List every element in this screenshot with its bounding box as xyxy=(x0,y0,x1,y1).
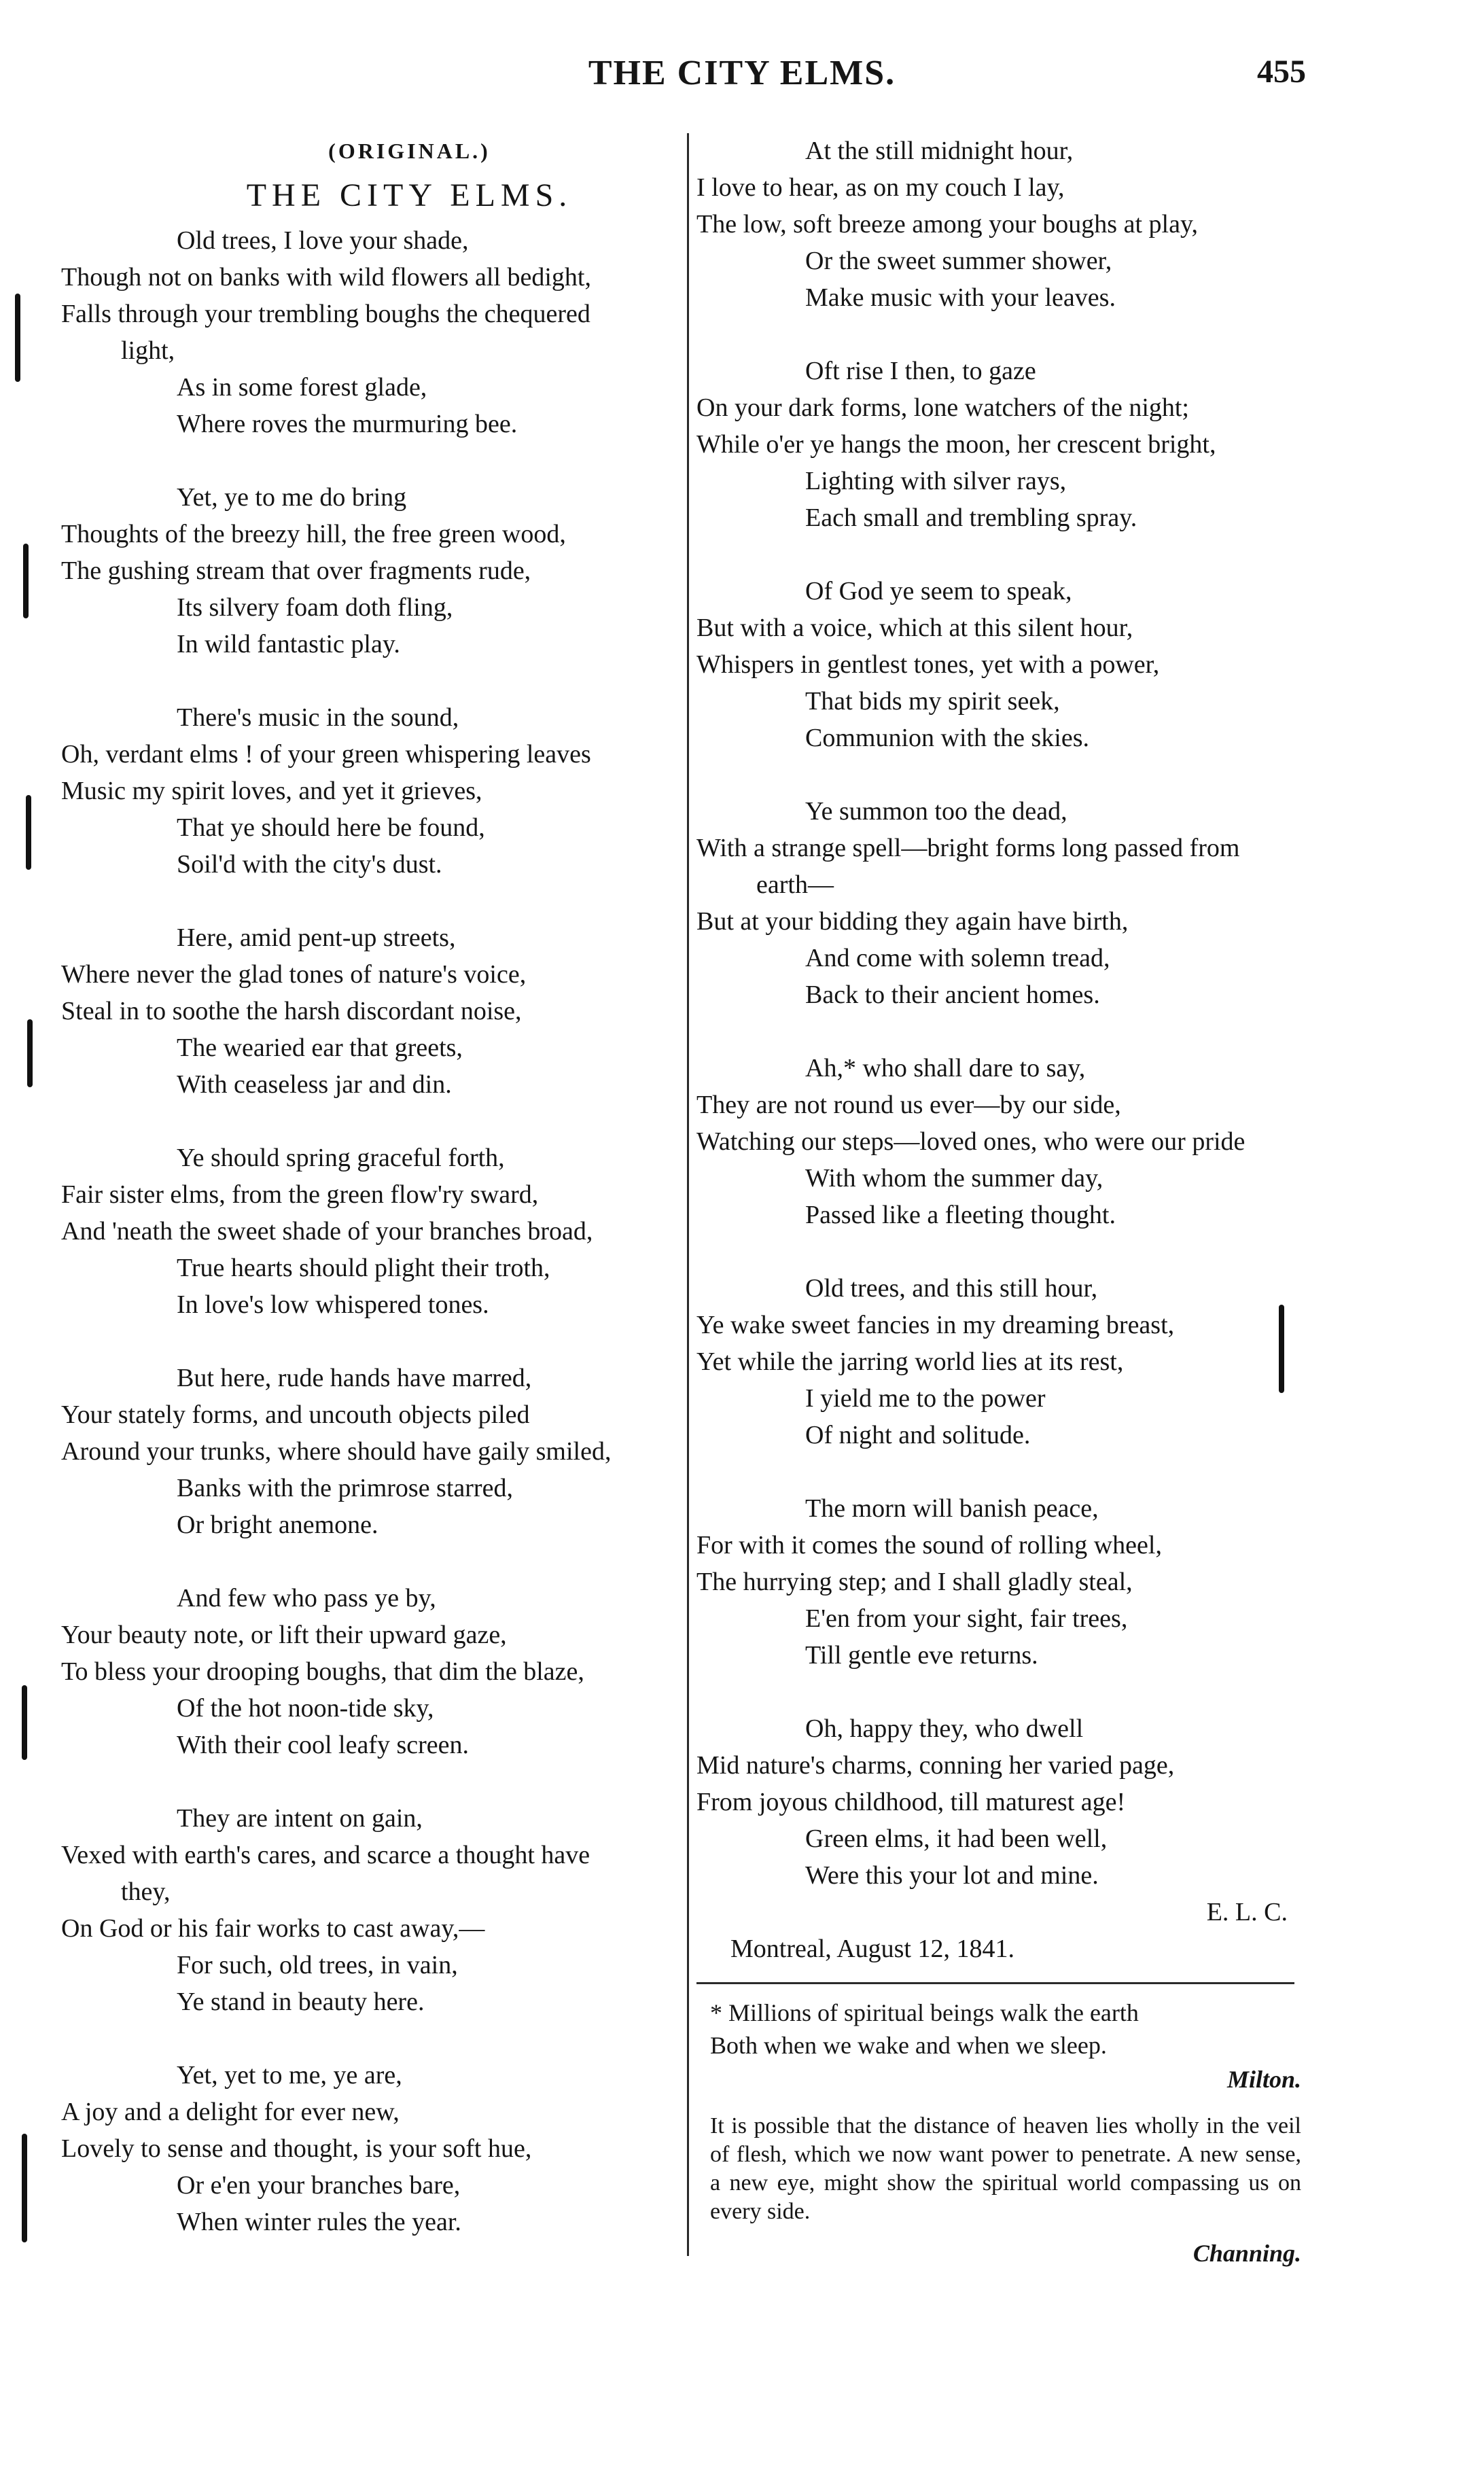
poem-line: On your dark forms, lone watchers of the night; xyxy=(696,393,1189,422)
poem-line: Green elms, it had been well, xyxy=(805,1824,1108,1853)
poem-title: THE CITY ELMS. xyxy=(246,177,573,213)
poem-line: Till gentle eve returns. xyxy=(805,1641,1038,1670)
poem-line: For such, old trees, in vain, xyxy=(177,1951,458,1979)
poem-line: I yield me to the power xyxy=(805,1384,1046,1413)
poem-line: Oft rise I then, to gaze xyxy=(805,357,1036,385)
poem-line: In love's low whispered tones. xyxy=(177,1290,489,1319)
stanza-break xyxy=(696,1013,1315,1050)
poem-line: Ye stand in beauty here. xyxy=(177,1988,425,2016)
poem-line: Or e'en your branches bare, xyxy=(177,2171,461,2200)
right-column xyxy=(696,133,1315,2274)
stanza-break xyxy=(696,536,1315,573)
poem-line: With whom the summer day, xyxy=(805,1164,1103,1193)
poem-line: Where never the glad tones of nature's voice, xyxy=(61,960,527,989)
poem-line: Banks with the primrose starred, xyxy=(177,1474,513,1502)
poem-line: Soil'd with the city's dust. xyxy=(177,850,442,879)
stanza-break xyxy=(61,1103,676,1140)
running-head: THE CITY ELMS. xyxy=(588,54,896,92)
poem-line: But with a voice, which at this silent hour, xyxy=(696,614,1133,642)
column-divider xyxy=(687,133,689,2256)
poem-line: Yet while the jarring world lies at its rest, xyxy=(696,1347,1124,1376)
poem-line: Its silvery foam doth fling, xyxy=(177,593,453,622)
poem-line: Watching our steps—loved ones, who were our pride xyxy=(696,1127,1246,1156)
stanza-break xyxy=(696,1453,1315,1490)
poem-line: Mid nature's charms, conning her varied page, xyxy=(696,1751,1175,1780)
poem-line: Yet, ye to me do bring xyxy=(177,483,407,512)
poem-line: Old trees, and this still hour, xyxy=(805,1274,1098,1303)
poem-line: The low, soft breeze among your boughs at play, xyxy=(696,210,1198,239)
margin-mark xyxy=(22,2134,27,2242)
poem-line: A joy and a delight for ever new, xyxy=(61,2098,400,2126)
poem-line: Lovely to sense and thought, is your soft hue, xyxy=(61,2134,532,2163)
poem-line: The wearied ear that greets, xyxy=(177,1034,463,1062)
poem-line: The hurrying step; and I shall gladly steal, xyxy=(696,1568,1133,1596)
poem-line: Here, amid pent-up streets, xyxy=(177,923,456,952)
poem-line: Old trees, I love your shade, xyxy=(177,226,469,255)
poem-line: That bids my spirit seek, xyxy=(805,687,1060,716)
footnote-line: Both when we wake and when we sleep. xyxy=(710,2032,1107,2059)
poem-line: As in some forest glade, xyxy=(177,373,427,402)
poem-line: Fair sister elms, from the green flow'ry sward, xyxy=(61,1180,539,1209)
stanza-break xyxy=(61,1543,676,1580)
poem-line: When winter rules the year. xyxy=(177,2208,461,2236)
poem-line: I love to hear, as on my couch I lay, xyxy=(696,173,1065,202)
margin-mark xyxy=(26,795,31,870)
poem-line: At the still midnight hour, xyxy=(805,137,1074,165)
poem-line: And few who pass ye by, xyxy=(177,1584,436,1612)
poem-line: Back to their ancient homes. xyxy=(805,981,1100,1009)
stanza-break xyxy=(61,2020,676,2057)
poem-line: And come with solemn tread, xyxy=(805,944,1110,972)
footnote-line: * Millions of spiritual beings walk the earth xyxy=(710,1999,1139,2026)
poem-line: There's music in the sound, xyxy=(177,703,459,732)
stanza-break xyxy=(696,316,1315,353)
stanza-break xyxy=(696,1233,1315,1270)
poem-line: From joyous childhood, till maturest age! xyxy=(696,1788,1126,1816)
poem-line: they, xyxy=(121,1878,171,1906)
margin-mark xyxy=(23,544,29,618)
footnote-attribution: Milton. xyxy=(1226,2066,1301,2093)
poem-line: With their cool leafy screen. xyxy=(177,1731,470,1759)
poem-line: Though not on banks with wild flowers all bedight, xyxy=(61,263,591,292)
poem-line: Whispers in gentlest tones, yet with a power, xyxy=(696,650,1160,679)
poem-line: Yet, yet to me, ye are, xyxy=(177,2061,402,2090)
poem-line: Your stately forms, and uncouth objects piled xyxy=(61,1400,530,1429)
poem-line: Ye wake sweet fancies in my dreaming breast, xyxy=(696,1311,1175,1339)
poem-line: Oh, happy they, who dwell xyxy=(805,1714,1084,1743)
original-tag: (ORIGINAL.) xyxy=(328,139,491,163)
poem-line: To bless your drooping boughs, that dim the blaze, xyxy=(61,1657,584,1686)
poem-line: That ye should here be found, xyxy=(177,813,485,842)
poem-line: The morn will banish peace, xyxy=(805,1494,1099,1523)
stanza-break xyxy=(61,1763,676,1800)
left-column xyxy=(61,133,676,2240)
stanza-break xyxy=(61,1323,676,1360)
poem-line: earth— xyxy=(756,870,834,899)
poem-line: E'en from your sight, fair trees, xyxy=(805,1604,1128,1633)
poem-line: They are not round us ever—by our side, xyxy=(696,1091,1121,1119)
footnote-rule xyxy=(696,1982,1294,1984)
poem-line: Were this your lot and mine. xyxy=(805,1861,1099,1890)
poem-line: Of the hot noon-tide sky, xyxy=(177,1694,434,1723)
signature-place-date: Montreal, August 12, 1841. xyxy=(730,1935,1014,1963)
poem-line: Passed like a fleeting thought. xyxy=(805,1201,1116,1229)
margin-mark xyxy=(15,294,20,382)
stanza-break xyxy=(61,442,676,479)
stanza-break xyxy=(61,663,676,699)
poem-line: In wild fantastic play. xyxy=(177,630,400,658)
poem-line: Or the sweet summer shower, xyxy=(805,247,1112,275)
poem-line: With a strange spell—bright forms long passed from xyxy=(696,834,1240,862)
poem-line: True hearts should plight their troth, xyxy=(177,1254,550,1282)
poem-line: Ye should spring graceful forth, xyxy=(177,1144,505,1172)
margin-mark xyxy=(27,1019,33,1087)
footnote xyxy=(696,1996,1315,2062)
poem-line: They are intent on gain, xyxy=(177,1804,423,1833)
page-number: 455 xyxy=(1257,54,1306,90)
right-stanzas xyxy=(696,133,1315,1894)
poem-line: The gushing stream that over fragments rude, xyxy=(61,557,531,585)
poem-line: Oh, verdant elms ! of your green whispering leaves xyxy=(61,740,591,769)
margin-mark xyxy=(22,1685,27,1760)
left-stanzas xyxy=(61,222,676,2240)
poem-line: But here, rude hands have marred, xyxy=(177,1364,532,1392)
prose-quote: It is possible that the distance of heaven lies wholly in the veil of flesh, which we now want power to penetrate. A new sense, a new eye, might show the spiritual world compassing us on every side. xyxy=(710,2113,1301,2224)
stanza-break xyxy=(696,756,1315,793)
prose-attribution: Channing. xyxy=(1192,2240,1301,2267)
poem-line: Each small and trembling spray. xyxy=(805,504,1137,532)
poem-line: Around your trunks, where should have gaily smiled, xyxy=(61,1437,612,1466)
margin-mark xyxy=(1279,1305,1284,1393)
poem-line: For with it comes the sound of rolling wheel, xyxy=(696,1531,1162,1559)
poem-line: But at your bidding they again have birth, xyxy=(696,907,1129,936)
poem-line: Or bright anemone. xyxy=(177,1511,378,1539)
poem-line: While o'er ye hangs the moon, her crescent bright, xyxy=(696,430,1216,459)
poem-line: Falls through your trembling boughs the chequered xyxy=(61,300,590,328)
poem-line: light, xyxy=(121,336,175,365)
poem-line: Vexed with earth's cares, and scarce a thought have xyxy=(61,1841,590,1869)
stanza-break xyxy=(61,883,676,919)
poem-line: And 'neath the sweet shade of your branches broad, xyxy=(61,1217,593,1246)
signature-initials: E. L. C. xyxy=(1206,1898,1288,1926)
poem-line: On God or his fair works to cast away,— xyxy=(61,1914,485,1943)
stanza-break xyxy=(696,1674,1315,1710)
poem-line: Communion with the skies. xyxy=(805,724,1089,752)
poem-line: Steal in to soothe the harsh discordant noise, xyxy=(61,997,522,1025)
poem-line: Thoughts of the breezy hill, the free green wood, xyxy=(61,520,566,548)
poem-line: Your beauty note, or lift their upward gaze, xyxy=(61,1621,507,1649)
poem-line: Lighting with silver rays, xyxy=(805,467,1067,495)
poem-line: Ye summon too the dead, xyxy=(805,797,1067,826)
poem-line: Make music with your leaves. xyxy=(805,283,1116,312)
poem-line: Of God ye seem to speak, xyxy=(805,577,1072,605)
poem-line: Of night and solitude. xyxy=(805,1421,1031,1449)
poem-line: Music my spirit loves, and yet it grieves, xyxy=(61,777,482,805)
poem-line: Ah,* who shall dare to say, xyxy=(805,1054,1086,1082)
poem-line: Where roves the murmuring bee. xyxy=(177,410,518,438)
poem-line: With ceaseless jar and din. xyxy=(177,1070,452,1099)
